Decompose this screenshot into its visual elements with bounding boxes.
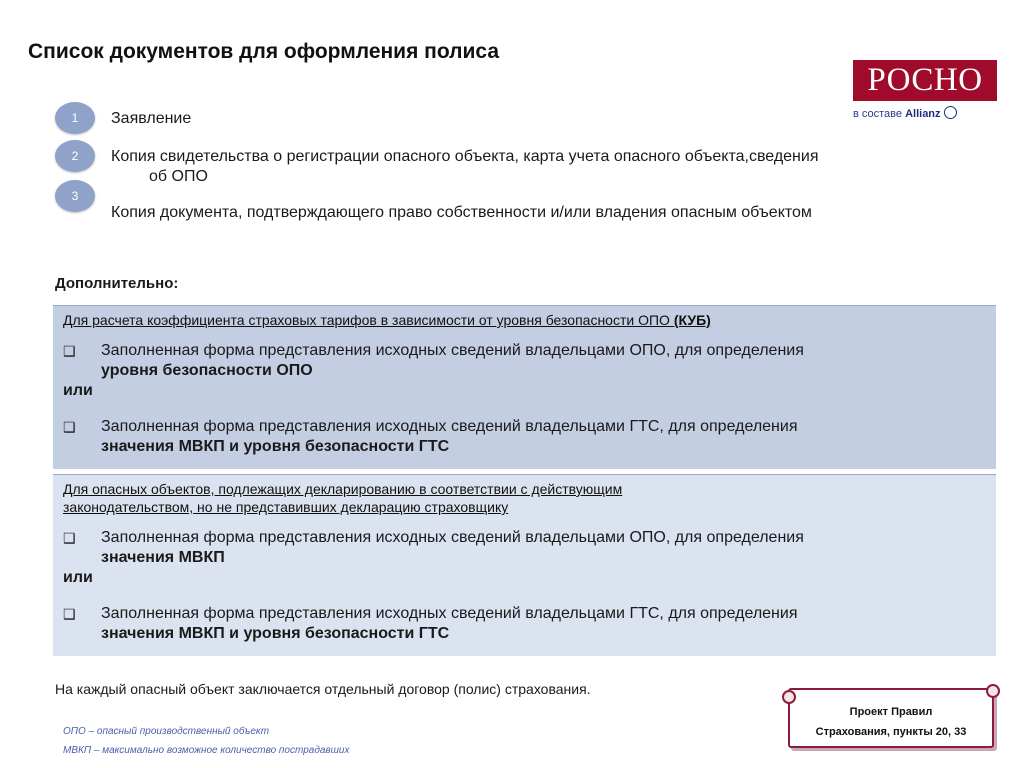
document-item-1: Заявление <box>111 110 192 127</box>
logo-brand: РОСНО <box>867 62 983 98</box>
step-badge-3: 3 <box>55 180 95 212</box>
panel-declaration-heading-line1: Для опасных объектов, подлежащих декларированию в соответствии с действующим <box>63 481 623 497</box>
panel-kub-heading <box>63 311 986 329</box>
panel-declaration-heading-line2: законодательством, но не представивших декларацию страховщику <box>63 499 509 515</box>
panel-kub-or: или <box>63 382 93 399</box>
panel-declaration <box>53 474 996 656</box>
panel-kub-item-2-line2: значения МВКП и уровня безопасности ГТС <box>101 438 450 455</box>
panel-kub-item-1-line2: уровня безопасности ОПО <box>101 362 313 379</box>
allianz-eagle-icon <box>944 106 957 119</box>
document-item-2-line1: Копия свидетельства о регистрации опасного объекта, карта учета опасного объекта,сведения <box>111 148 819 165</box>
scroll-line-2: Страхования, пункты 20, 33 <box>815 726 967 738</box>
footer-note: На каждый опасный объект заключается отдельный договор (полис) страхования. <box>55 681 591 697</box>
step-badge-1: 1 <box>55 102 95 134</box>
panel-kub-heading-bold: (КУБ) <box>673 312 711 328</box>
logo-subtitle <box>853 106 957 120</box>
panel-kub-item-2-line1: Заполненная форма представления исходных сведений владельцами ГТС, для определения <box>101 418 798 435</box>
logo-sub-prefix: в составе <box>853 108 903 120</box>
panel-kub <box>53 305 996 469</box>
rules-reference-scroll <box>788 688 994 748</box>
abbreviation-mvkp: МВКП – максимально возможное количество пострадавших <box>63 745 350 756</box>
panel-declaration-item-1-line1: Заполненная форма представления исходных сведений владельцами ОПО, для определения <box>101 529 804 546</box>
panel-kub-item-1 <box>63 341 986 381</box>
panel-declaration-item-2-line1: Заполненная форма представления исходных сведений владельцами ГТС, для определения <box>101 605 798 622</box>
checkbox-icon: ❑ <box>63 343 76 359</box>
scroll-curl-icon <box>782 690 796 704</box>
document-item-2-line2: об ОПО <box>149 168 208 185</box>
panel-declaration-item-2 <box>63 604 986 644</box>
panel-declaration-item-1 <box>63 528 986 568</box>
abbreviation-opo: ОПО – опасный производственный объект <box>63 726 270 737</box>
checkbox-icon: ❑ <box>63 530 76 546</box>
page-title: Список документов для оформления полиса <box>28 40 500 63</box>
document-item-2 <box>111 147 819 187</box>
logo-sub-brand: Allianz <box>905 108 941 120</box>
panel-declaration-or: или <box>63 569 93 586</box>
scroll-line-1: Проект Правил <box>849 706 933 718</box>
document-item-3: Копия документа, подтверждающего право собственности и/или владения опасным объектом <box>111 204 812 221</box>
panel-kub-heading-text: Для расчета коэффициента страховых тарифов в зависимости от уровня безопасности ОПО <box>63 312 670 328</box>
panel-declaration-item-1-line2: значения МВКП <box>101 549 225 566</box>
checkbox-icon: ❑ <box>63 419 76 435</box>
scroll-curl-icon <box>986 684 1000 698</box>
step-badge-2: 2 <box>55 140 95 172</box>
panel-kub-item-1-line1: Заполненная форма представления исходных сведений владельцами ОПО, для определения <box>101 342 804 359</box>
rosno-logo <box>853 60 997 101</box>
panel-declaration-heading <box>63 480 986 516</box>
panel-kub-item-2 <box>63 417 986 457</box>
panel-declaration-item-2-line2: значения МВКП и уровня безопасности ГТС <box>101 625 450 642</box>
additional-heading: Дополнительно: <box>55 275 179 292</box>
checkbox-icon: ❑ <box>63 606 76 622</box>
